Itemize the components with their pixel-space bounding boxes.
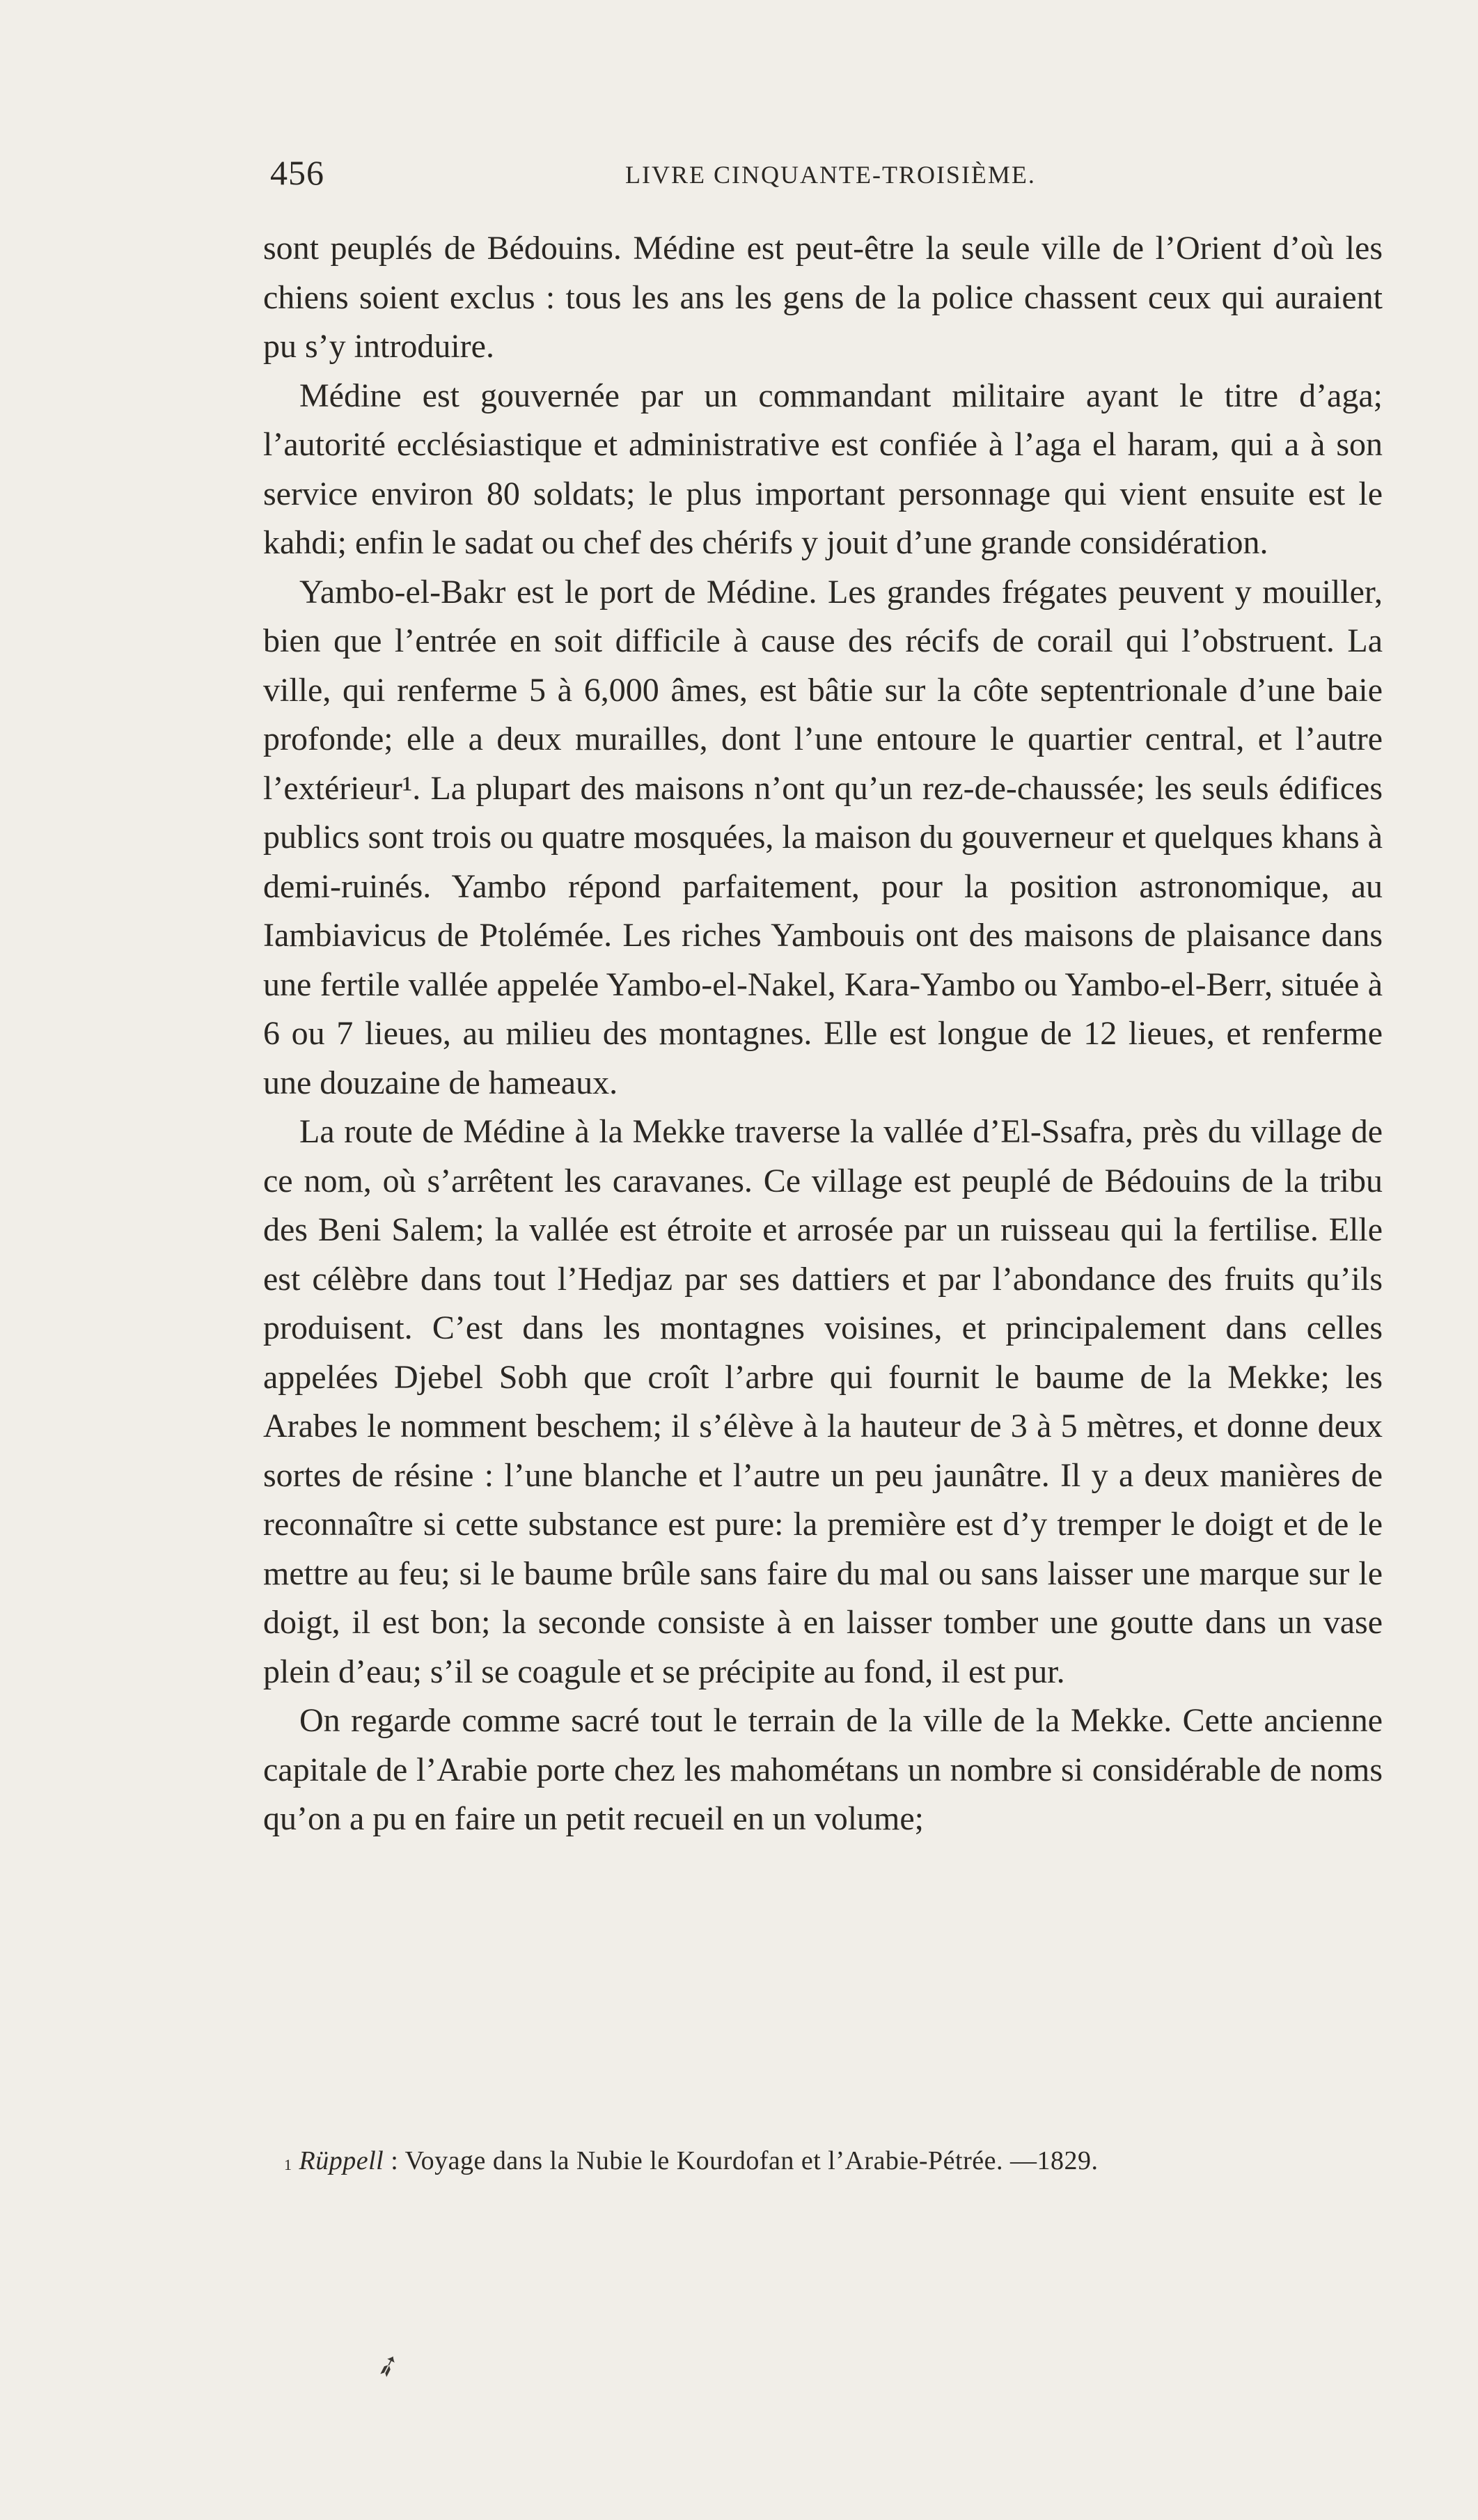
footnote-author: Rüppell: [299, 2146, 384, 2175]
paragraph-yambo: Yambo-el-Bakr est le port de Médine. Les grandes frégates peuvent y mouiller, bien que l’entrée en soit difficile à cause des récifs de corail qui l’obstruent. La ville, qui renferme 5 à 6,000 âmes, est bâtie sur la côte septentrionale d’une baie profonde; elle a deux murailles, dont l’une entoure le quartier central, et l’autre l’extérieur¹. La plupart des maisons n’ont qu’un rez-de-chaussée; les seuls édifices publics sont trois ou quatre mosquées, la maison du gouverneur et quelques khans à demi-ruinés. Yambo répond parfaitement, pour la position astronomique, au Iambiavicus de Ptolémée. Les riches Yambouis ont des maisons de plaisance dans une fertile vallée appelée Yambo-el-Nakel, Kara-Yambo ou Yambo-el-Berr, située à 6 ou 7 lieues, au milieu des montagnes. Elle est longue de 12 lieues, et renferme une douzaine de hameaux.: [263, 573, 1383, 1101]
paragraph-route-mekke: La route de Médine à la Mekke traverse la vallée d’El-Ssafra, près du village de ce nom, où s’arrêtent les caravanes. Ce village est peuplé de Bédouins de la tribu des Beni Salem; la vallée est étroite et arrosée par un ruisseau qui la fertilise. Elle est célèbre dans tout l’Hedjaz par ses dattiers et par l’abondance des fruits qu’ils produisent. C’est dans les montagnes voisines, et principalement dans celles appelées Djebel Sobh que croît l’arbre qui fournit le baume de la Mekke; les Arabes le nomment beschem; il s’élève à la hauteur de 3 à 5 mètres, et donne deux sortes de résine : l’une blanche et l’autre un peu jaunâtre. Il y a deux manières de reconnaître si cette substance est pure: la première est d’y tremper le doigt et de le mettre au feu; si le baume brûle sans faire du mal ou sans laisser une marque sur le doigt, il est bon; la seconde consiste à en laisser tomber une goutte dans un vase plein d’eau; s’il se coagule et se précipite au fond, il est pur.: [263, 1113, 1383, 1690]
footnote-mark: 1: [284, 2156, 292, 2173]
ink-mark: ➶: [371, 2347, 405, 2386]
page-number: 456: [270, 153, 324, 192]
running-head: LIVRE CINQUANTE-TROISIÈME.: [625, 161, 1036, 189]
paragraph-continuation: sont peuplés de Bédouins. Médine est peut-être la seule ville de l’Orient d’où les chiens soient exclus : tous les ans les gens de la police chassent ceux qui auraient pu s’y introduire.: [263, 230, 1383, 365]
page-header: [263, 145, 1391, 200]
footnote-text: : Voyage dans la Nubie le Kourdofan et l’Arabie-Pétrée. —1829.: [391, 2146, 1099, 2175]
footnote: [284, 2140, 1383, 2182]
paragraph-medine-government: Médine est gouvernée par un commandant militaire ayant le titre d’aga; l’autorité ecclésiastique et administrative est confiée à l’aga el haram, qui a à son service environ 80 soldats; le plus important personnage qui vient ensuite est le kahdi; enfin le sadat ou chef des chérifs y jouit d’une grande considération.: [263, 377, 1383, 561]
body-text: [263, 224, 1383, 1844]
paragraph-mekke: On regarde comme sacré tout le terrain de la ville de la Mekke. Cette ancienne capitale de l’Arabie porte chez les mahométans un nombre si considérable de noms qu’on a pu en faire un petit recueil en un volume;: [263, 1702, 1383, 1837]
